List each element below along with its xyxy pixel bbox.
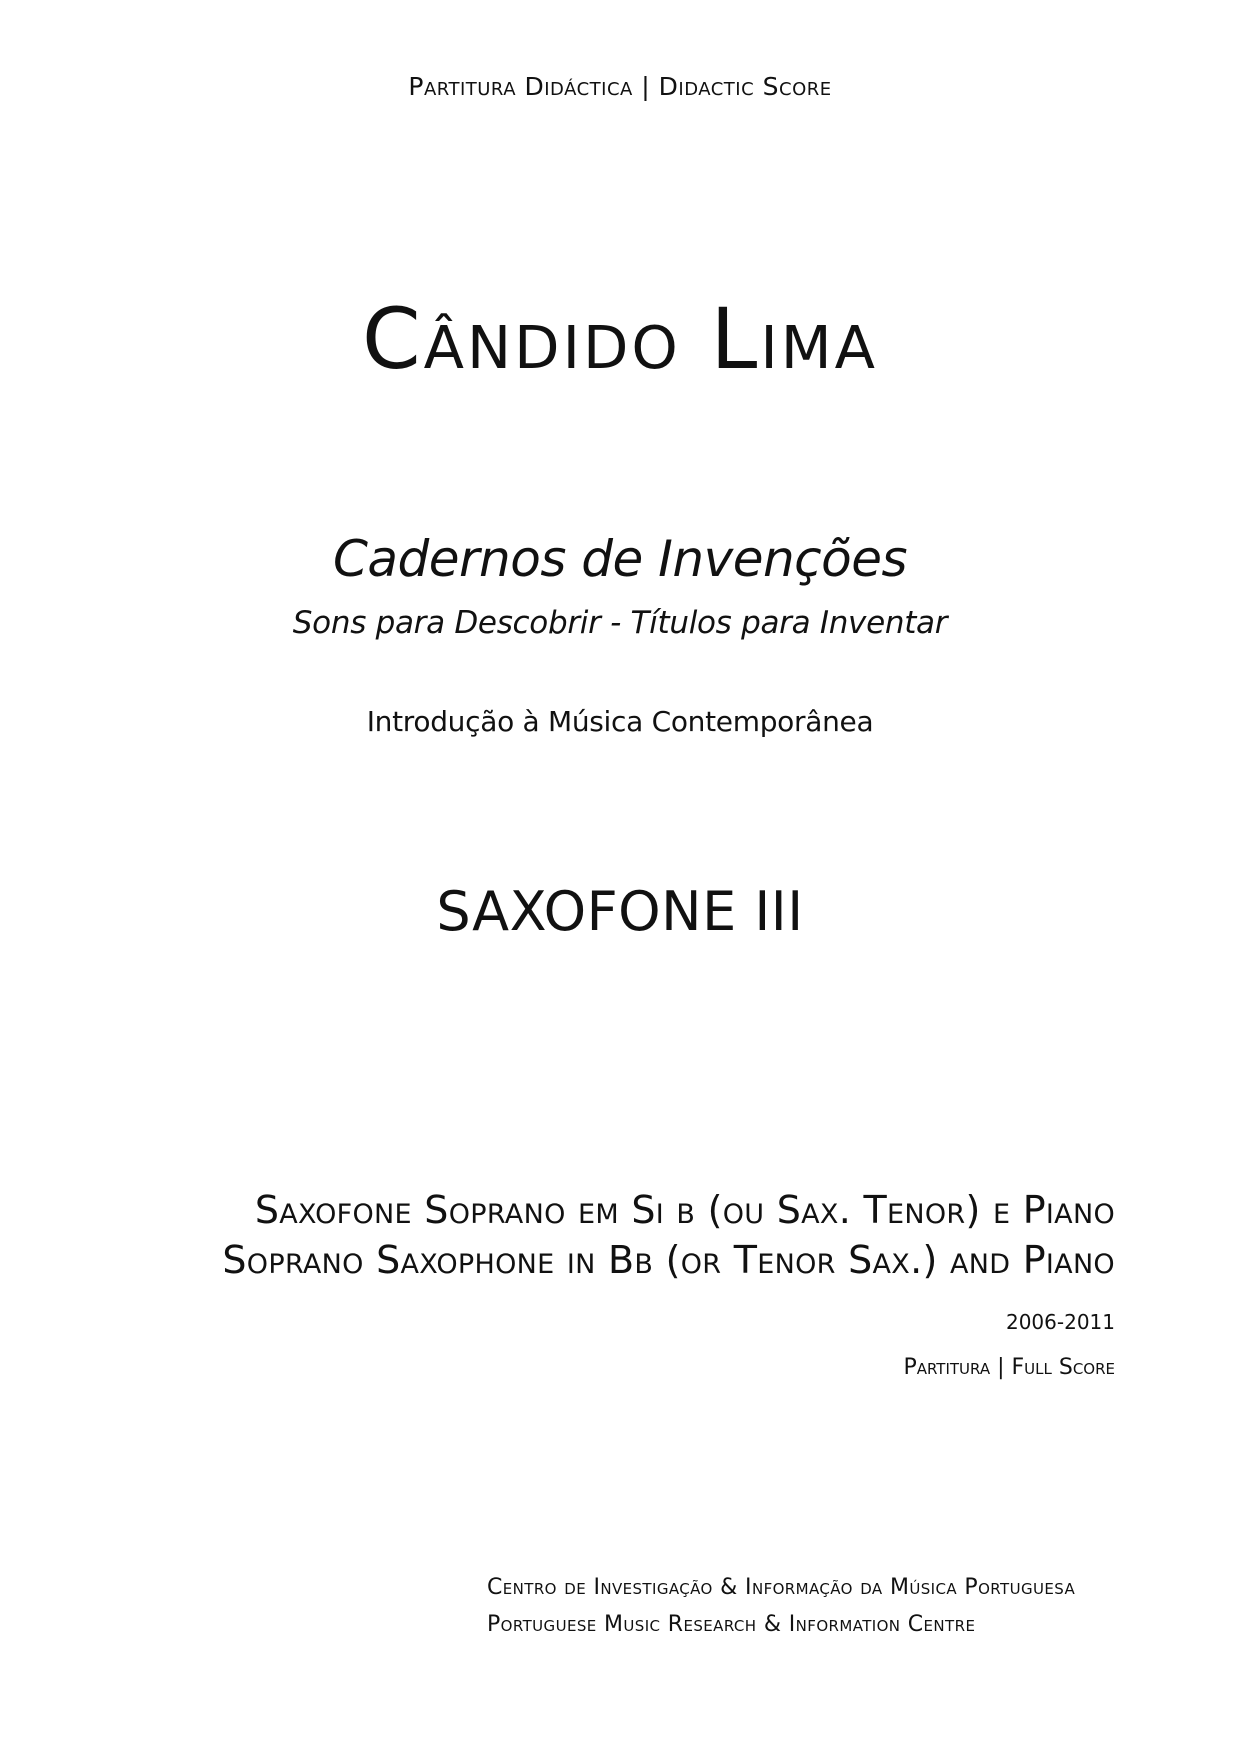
composer-name: Cândido Lima: [361, 290, 879, 388]
score-type-label: Partitura | Full Score: [903, 1355, 1115, 1380]
work-title: Cadernos de Invenções: [332, 530, 908, 588]
publisher-name-english: Portuguese Music Research & Information Centre: [487, 1612, 976, 1637]
composition-dates: 2006-2011: [1005, 1310, 1115, 1334]
instrumentation-english: Soprano Saxophone in Bb (or Tenor Sax.) and Piano: [222, 1238, 1115, 1282]
intro-line: Introdução à Música Contemporânea: [366, 705, 874, 738]
publisher-name-portuguese: Centro de Investigação & Informação da Música Portuguesa: [487, 1575, 1076, 1600]
volume-title: SAXOFONE III: [436, 880, 804, 943]
instrumentation-portuguese: Saxofone Soprano em Si b (ou Sax. Tenor) e Piano: [254, 1188, 1115, 1232]
series-label: Partitura Didáctica | Didactic Score: [408, 72, 832, 101]
work-subtitle: Sons para Descobrir - Títulos para Inventar: [292, 605, 948, 641]
